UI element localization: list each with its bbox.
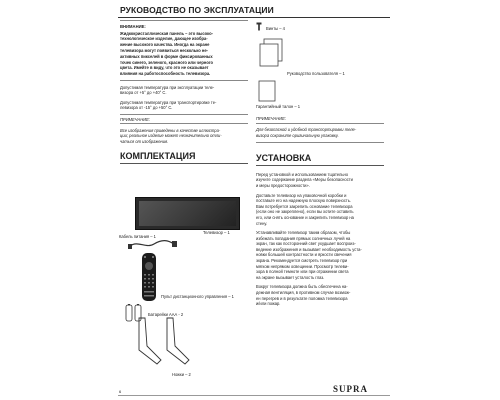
operating-temp-text: Допустимая температура при эксплуатации теле- визора от +5° до +40° С. [120,84,215,96]
page-number: 6 [119,389,122,394]
warning-text: Жидкокристаллическая панель – это высоко- технологическое изделие, дающее изобра- жение высокого качества. Иногда на экране телевизора могут появиться несколько не- активных пикселей в форме фиксированных точек синего, зеленого, красного или черного цвета. Имейте в виду, что это не оказывает влияния на работоспособность телевизора. [120,30,214,77]
install-paragraph-2: Доставьте телевизор на упаковочной коробки и поставьте его на надежную плоскую поверхность. Вам потребуется закрепить основание телевизора (если оно не закреплено), если вы хотите оставить его, или снять основание и закрепить телевизор на стену. [256,192,354,226]
remote-label: Пульт дистанционного управления – 1 [161,294,234,299]
header-divider [118,17,390,18]
left-column [120,20,248,163]
manual-label: Руководство пользователя – 1 [287,71,345,76]
cable-label: Кабель питания – 1 [119,234,156,239]
note-text: Все изображения приведены в качестве иллюстра- ции; реальное изделие может незначительно отли- чаться от изображения. [120,127,222,144]
user-manual-icon [258,38,284,68]
note2-heading: ПРИМЕЧАНИЕ: [256,116,287,121]
tv-legs-icon [133,316,193,368]
brand-logo: SUPRA [333,384,369,394]
screw-icon [256,22,262,31]
transport-temp-text: Допустимая температура при транспортировке те- левизора от -15° до +50° С. [120,99,217,111]
footer-divider [118,395,390,396]
install-paragraph-4: Вокруг телевизора должна быть обеспечена на- дежная вентиляция, в противном случае возмож- ен перегрев и в результате поломка телевизора и/или пожар. [256,284,351,307]
warranty-label: Гарантийный талон – 1 [256,104,301,109]
warning-heading: ВНИМАНИЕ: [120,23,146,29]
batteries-label: Батарейки ААА - 2 [148,312,184,317]
page-title: РУКОВОДСТВО ПО ЭКСПЛУАТАЦИИ [120,5,274,15]
note2-text: Для безопасной и удобной транспортировки теле- визора сохраните оригинальную упаковку. [256,127,357,138]
tv-screen [139,201,236,226]
legs-label: Ножки – 2 [172,372,191,377]
screws-label: Винты – 4 [266,26,285,31]
tv-illustration [135,197,240,230]
kit-section-title: КОМПЛЕКТАЦИЯ [120,150,196,161]
remote-control-icon [141,252,157,302]
power-cable-icon [128,238,178,250]
install-paragraph-1: Перед установкой и использованием тщательно изучите содержание раздела «Меры безопасности и меры предосторожности». [256,171,353,188]
warranty-card-icon [258,80,276,102]
note-heading: ПРИМЕЧАНИЕ: [120,116,151,122]
tv-label: Телевизор – 1 [203,230,230,235]
install-paragraph-3: Устанавливайте телевизор таким образом, чтобы избежать попадания прямых солнечных лучей на экран, так как посторонний свет ухудшает воспроиз- ведение изображения и вызывает необходимость уста- новки большей контрастности и яркости свечения экрана. Рекомендуется смотреть телевизор при мягком непрямом освещении. Просмотр телеви- зора в полной темноте или при отражении света на экране вызывает усталость глаз. [256,230,362,280]
right-column [256,112,384,307]
install-section-title: УСТАНОВКА [256,152,312,163]
